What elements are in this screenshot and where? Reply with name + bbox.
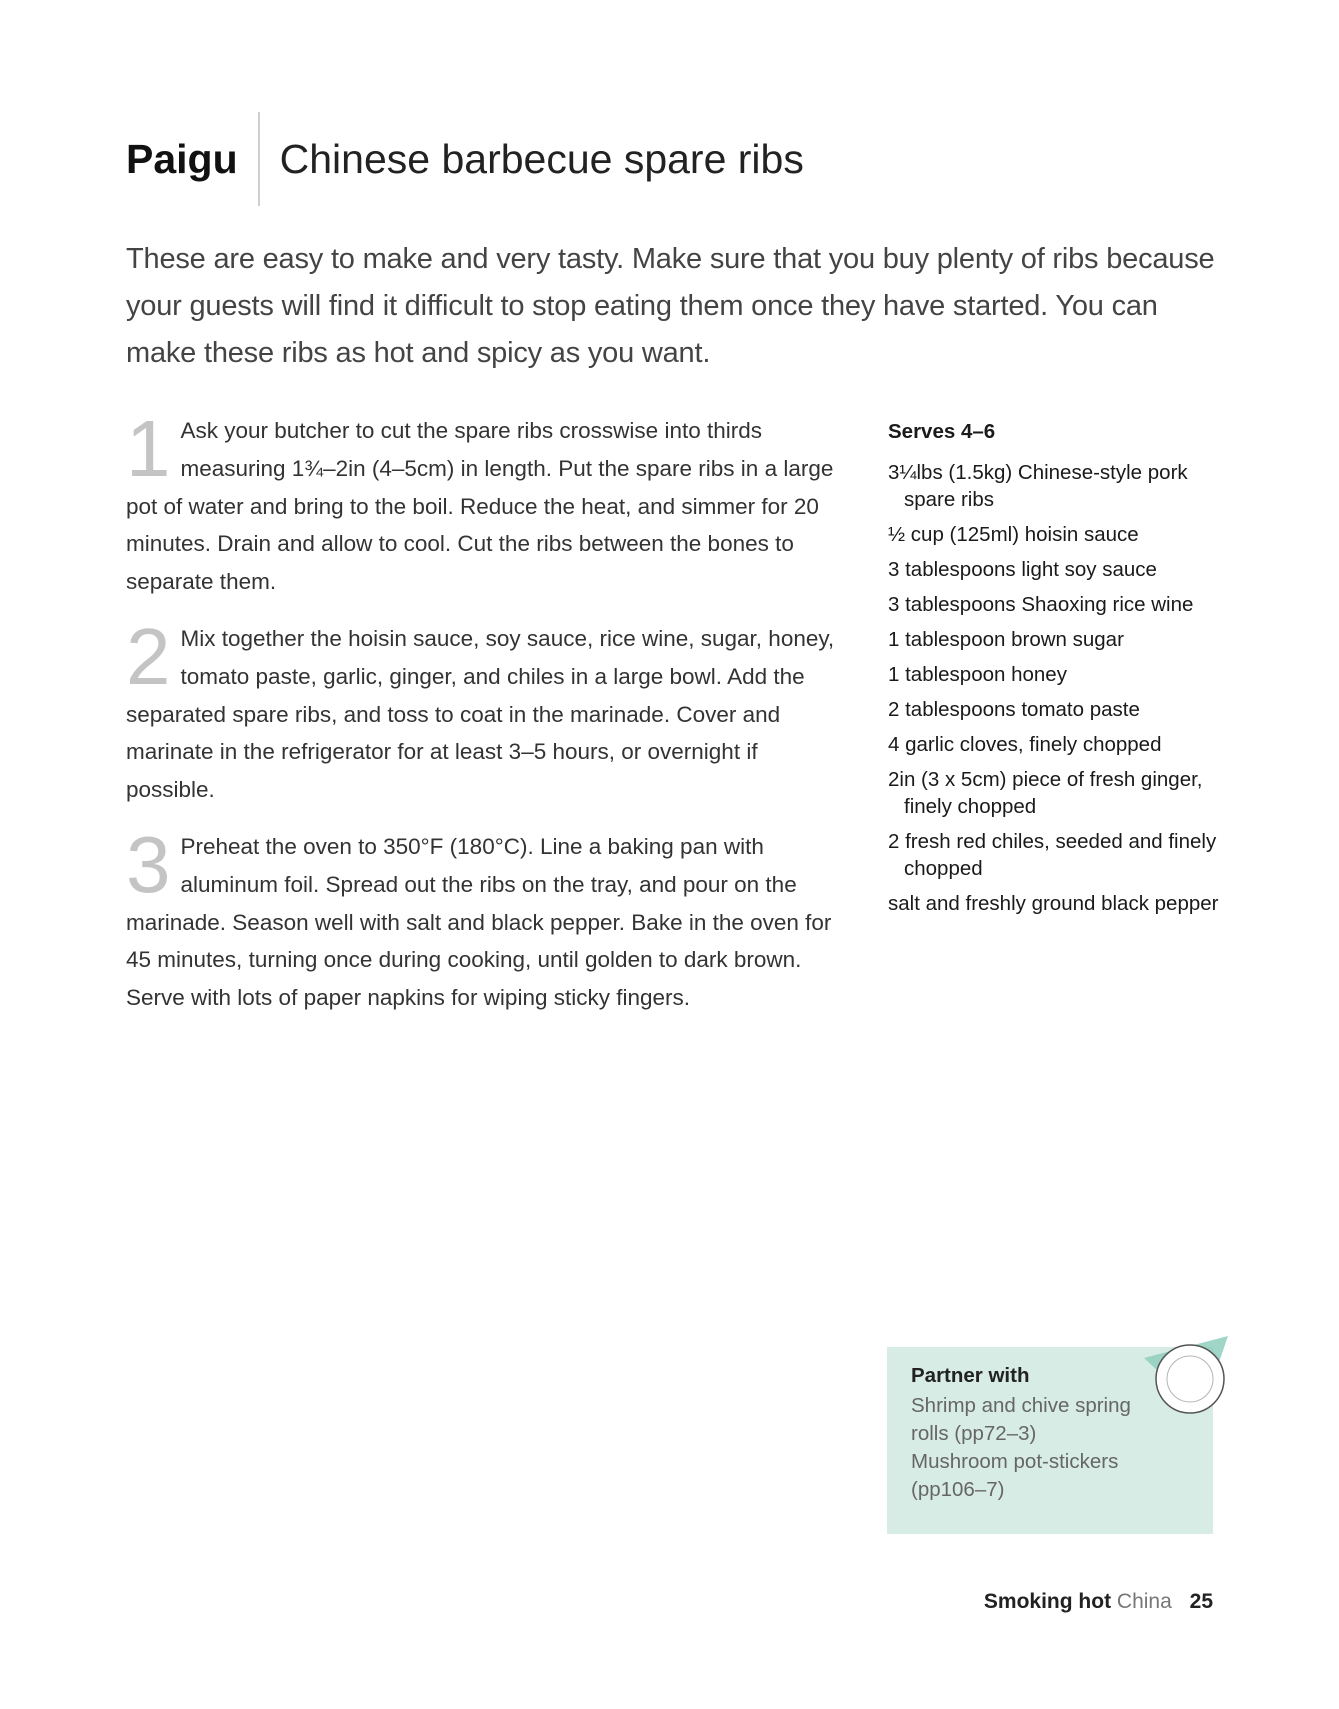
step-number: 1 bbox=[126, 404, 171, 493]
ingredient-item: 2 fresh red chiles, seeded and finely chopped bbox=[888, 830, 1217, 880]
ingredient-item: 3 tablespoons Shaoxing rice wine bbox=[888, 593, 1194, 616]
book-title: Smoking hot bbox=[983, 1590, 1112, 1613]
ingredient-item: 4 garlic cloves, finely chopped bbox=[888, 733, 1162, 756]
page-footer bbox=[984, 1590, 1213, 1614]
step-text: Preheat the oven to 350°F (180°C). Line a baking pan with aluminum foil. Spread out the ribs on the tray, and pour on the marinade. Season well with salt and black pepper. Bake in the oven for 45 minutes, turning once during cooking, until golden to dark brown. Serve with lots of paper napkins for wiping sticky fingers. bbox=[126, 833, 832, 1011]
chapter-name: China bbox=[1116, 1590, 1172, 1613]
ingredient-item: 2in (3 x 5cm) piece of fresh ginger, finely chopped bbox=[888, 768, 1203, 818]
ingredient-item: 3¼lbs (1.5kg) Chinese-style pork spare ribs bbox=[888, 461, 1188, 511]
serves-label: Serves 4–6 bbox=[888, 420, 996, 443]
ingredient-item: salt and freshly ground black pepper bbox=[888, 892, 1219, 915]
ingredient-item: 1 tablespoon honey bbox=[888, 663, 1067, 686]
method-step bbox=[126, 611, 846, 809]
step-number: 2 bbox=[126, 611, 171, 701]
partner-items bbox=[911, 1392, 1131, 1504]
page-number: 25 bbox=[1189, 1590, 1213, 1613]
ingredient-item: 3 tablespoons light soy sauce bbox=[888, 558, 1157, 581]
ingredients-list bbox=[888, 418, 1228, 925]
step-text: Mix together the hoisin sauce, soy sauce, rice wine, sugar, honey, tomato paste, garlic, ginger, and chiles in a large bowl. Add the separated spare ribs, and toss to coat in the marinade. Cover and marinate in the refrigerator for at least 3–5 hours, or overnight if possible. bbox=[126, 625, 835, 803]
step-number: 3 bbox=[126, 819, 171, 909]
step-text: Ask your butcher to cut the spare ribs crosswise into thirds measuring 1¾–2in (4–5cm) in length. Put the spare ribs in a large pot of water and bring to the boil. Reduce the heat, and simmer for 20 minutes. Drain and allow to cool. Cut the ribs between the bones to separate them. bbox=[126, 418, 834, 595]
partner-item: Shrimp and chive spring rolls (pp72–3) bbox=[911, 1394, 1131, 1445]
recipe-title-english: Chinese barbecue spare ribs bbox=[279, 135, 804, 182]
ingredient-item: 1 tablespoon brown sugar bbox=[888, 628, 1124, 651]
ingredient-item: 2 tablespoons tomato paste bbox=[888, 698, 1140, 721]
partner-item: Mushroom pot-stickers (pp106–7) bbox=[911, 1450, 1119, 1501]
method-steps bbox=[126, 404, 846, 1036]
recipe-intro: These are easy to make and very tasty. Make sure that you buy plenty of ribs because your guests will find it difficult to stop eating them once they have started. You can make these ribs as hot and spicy as you want. bbox=[126, 243, 1215, 369]
plate-icon bbox=[1140, 1336, 1232, 1422]
recipe-title-native: Paigu bbox=[126, 135, 238, 182]
partner-heading: Partner with bbox=[911, 1364, 1030, 1387]
method-step bbox=[126, 819, 846, 1017]
ingredient-item: ½ cup (125ml) hoisin sauce bbox=[888, 523, 1139, 546]
recipe-title bbox=[126, 112, 804, 206]
method-step bbox=[126, 404, 846, 601]
